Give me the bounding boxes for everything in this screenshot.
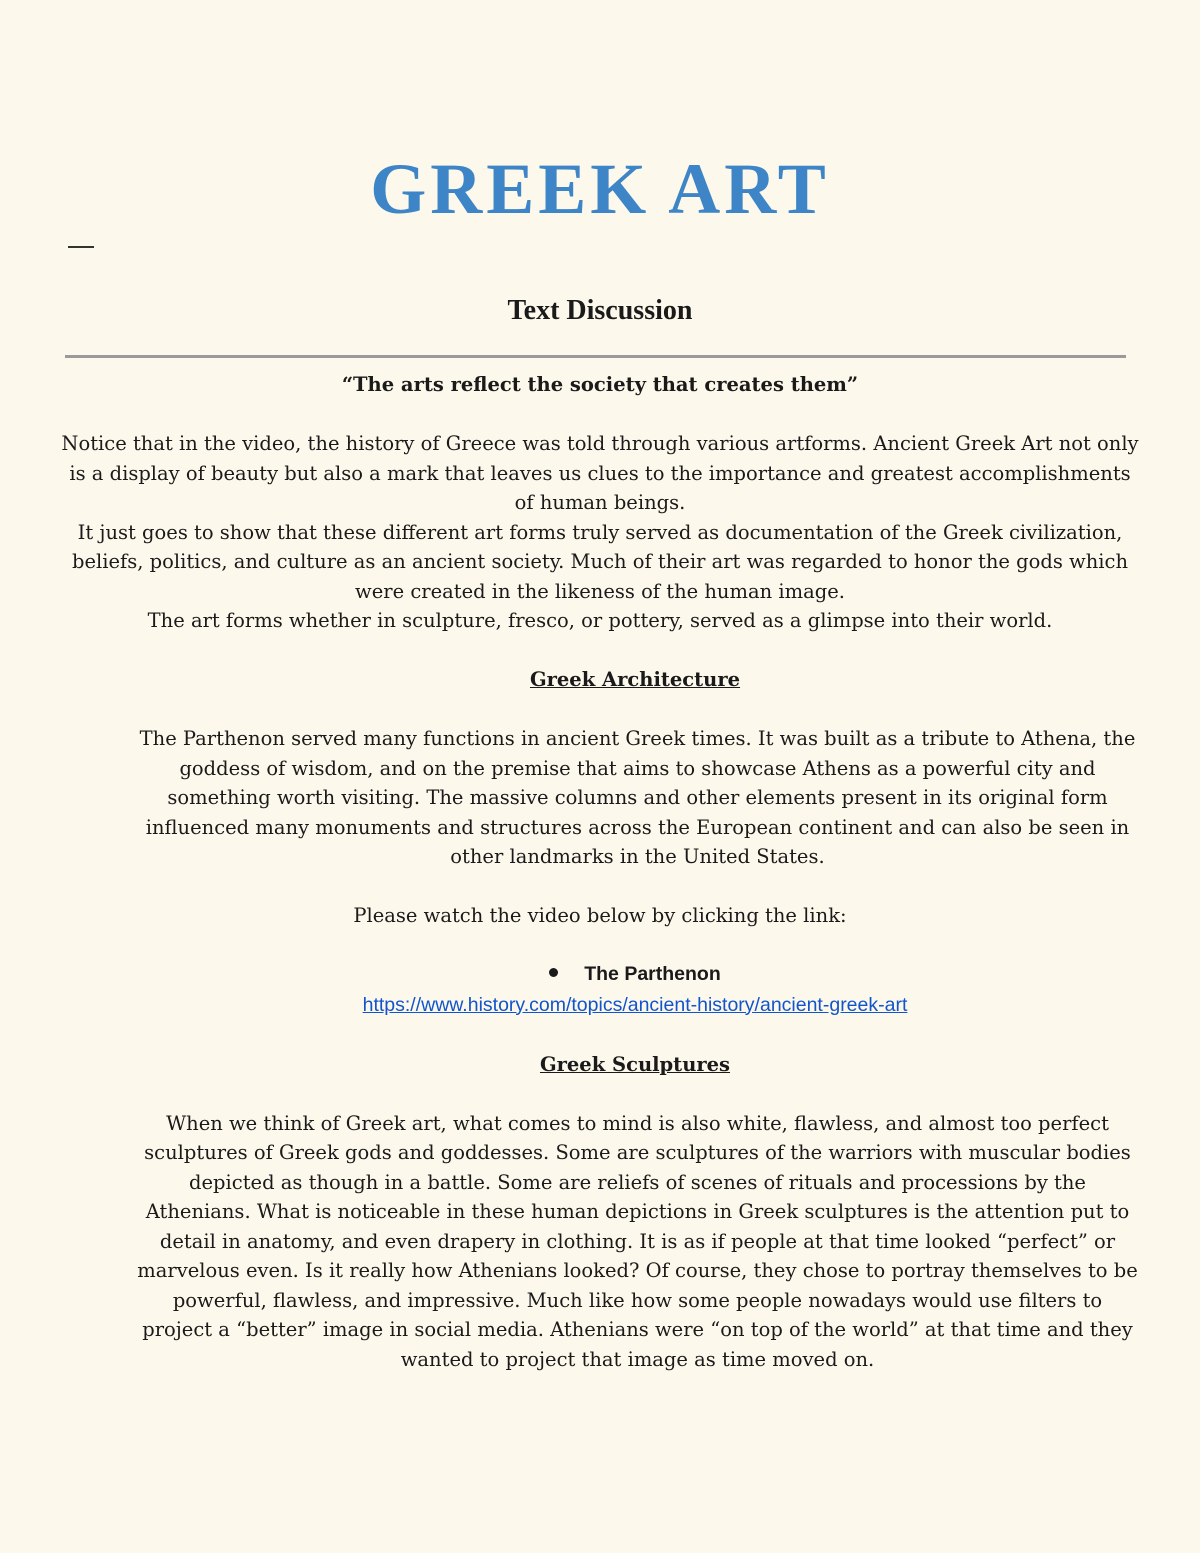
video-title: The Parthenon [584,963,721,985]
sculptures-heading: Greek Sculptures [539,1052,731,1076]
video-instruction: Please watch the video below by clicking the link: [353,904,847,927]
title-dash-divider [68,246,94,248]
video-link[interactable]: https://www.history.com/topics/ancient-history/ancient-greek-art [362,993,908,1016]
spacer [60,931,1140,961]
spacer [60,1020,1140,1050]
page-title: GREEK ART [370,149,830,229]
intro-paragraph-2: It just goes to show that these different art forms truly served as documentation of the Greek civilization, beliefs, politics, and culture as an ancient society. Much of their art was regarded to honor the gods which were created in the likeness of the human image. [71,520,1129,603]
page-subtitle: Text Discussion [507,295,693,326]
quote: “The arts reflect the society that creates them” [341,373,859,396]
architecture-paragraph: The Parthenon served many functions in ancient Greek times. It was built as a tribute to Athena, the goddess of wisdom, and on the premise that aims to showcase Athens as a powerful city and something worth visiting. The massive columns and other elements present in its original form influenced many monuments and structures across the European continent and can also be seen in other landmarks in the United States. [139,727,1136,868]
intro-paragraph-1: Notice that in the video, the history of Greece was told through various artforms. Ancient Greek Art not only is a display of beauty but also a mark that leaves us clues to the importance and greatest accomplishments of human beings. [61,432,1139,514]
document-body [60,370,1140,1374]
architecture-heading: Greek Architecture [529,668,741,691]
spacer [60,695,1140,725]
spacer [60,872,1140,902]
intro-paragraph-3: The art forms whether in sculpture, fresco, or pottery, served as a glimpse into their world. [147,609,1053,632]
bullet-icon [549,968,558,977]
spacer [60,1079,1140,1109]
video-bullet-item [60,960,1140,990]
horizontal-rule [65,355,1126,358]
spacer [60,636,1140,666]
sculptures-paragraph: When we think of Greek art, what comes to mind is also white, flawless, and almost too perfect sculptures of Greek gods and goddesses. Some are sculptures of the warriors with muscular bodies depicted as though in a battle. Some are reliefs of scenes of rituals and processions by the Athenians. What is noticeable in these human depictions in Greek sculptures is the attention put to detail in anatomy, and even drapery in clothing. It is as if people at that time looked “perfect” or marvelous even. Is it really how Athenians looked? Of course, they chose to portray themselves to be powerful, flawless, and impressive. Much like how some people nowadays would use filters to project a “better” image in social media. Athenians were “on top of the world” at that time and they wanted to project that image as time moved on. [137,1111,1138,1371]
